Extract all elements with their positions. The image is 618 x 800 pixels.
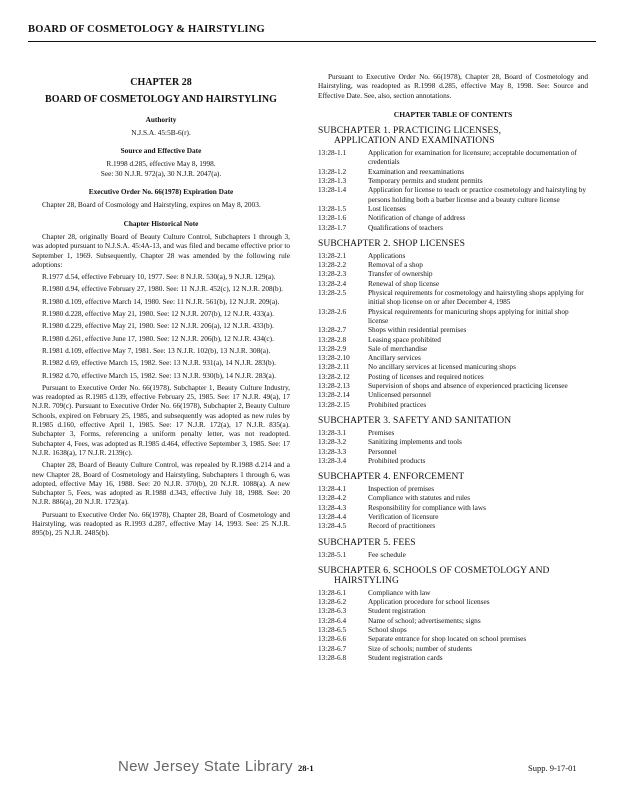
toc-entry [318, 344, 588, 353]
section-title: Inspection of premises [368, 484, 435, 494]
toc-entry [318, 176, 588, 185]
section-number: 13:28-1.5 [318, 203, 347, 213]
section-number: 13:28-2.2 [318, 260, 347, 270]
toc-entry [318, 167, 588, 176]
section-number: 13:28-2.6 [318, 306, 347, 316]
section-title: Renewal of shop license [368, 278, 440, 288]
section-number: 13:28-2.15 [318, 399, 350, 409]
toc-entry [318, 307, 588, 326]
section-title: Student registration [368, 606, 426, 616]
section-number: 13:28-3.3 [318, 446, 347, 456]
amendment-item: R.1980 d.109, effective March 14, 1980. See: 11 N.J.R. 561(b), 12 N.J.R. 209(a). [42, 296, 280, 306]
section-number: 13:28-2.13 [318, 381, 350, 391]
historical-note-intro: Chapter 28, originally Board of Beauty Culture Control, Subchapters 1 through 3, was adopted pursuant to N.J.S.A. 45:4A-13, and was filed and became effective prior to September 1, 1969. Subsequently, Chapter 28 was amended by the following rule adoptions: [32, 231, 290, 269]
toc-entry [318, 634, 588, 643]
section-number: 13:28-2.1 [318, 250, 347, 260]
section-number: 13:28-6.2 [318, 597, 347, 607]
left-column [32, 72, 290, 541]
historical-paragraph: Pursuant to Executive Order No. 66(1978), Chapter 28, Board of Cosmetology and Hairstyling, was readopted as R.1993 d.287, effective May 14, 1993. See: 25 N.J.R. 895(b), 25 N.J.R. 2485(b). [32, 509, 290, 538]
toc-entry [318, 269, 588, 278]
toc-entry [318, 512, 588, 521]
section-number: 13:28-4.2 [318, 493, 347, 503]
expiration-text: Chapter 28, Board of Cosmology and Hairstyling, expires on May 8, 2003. [42, 200, 261, 210]
section-title: Size of schools; number of students [368, 643, 472, 653]
section-title: Record of practitioners [368, 521, 436, 531]
table-of-contents [318, 126, 588, 662]
library-stamp: New Jersey State Library [118, 758, 293, 775]
toc-entry [318, 381, 588, 390]
toc-entry [318, 390, 588, 399]
section-title: Qualifications of teachers [368, 222, 443, 232]
page-number: 28-1 [298, 763, 314, 773]
section-title: Physical requirements for cosmetology and hairstyling shops applying for initial shop license on or after December 4, 1985 [368, 288, 584, 307]
toc-entry [318, 493, 588, 502]
toc-entry [318, 447, 588, 456]
section-title: Leasing space prohibited [368, 334, 441, 344]
toc-entry [318, 185, 588, 204]
section-number: 13:28-5.1 [318, 549, 347, 559]
readoption-note: Pursuant to Executive Order No. 66(1978), Chapter 28, Board of Cosmetology and Hairstyling, was readopted as R.1998 d.285, effective May 8, 1998. See: Source and Effective Date. See, also, section annotations. [318, 72, 588, 100]
toc-title: CHAPTER TABLE OF CONTENTS [393, 109, 513, 119]
section-title: Separate entrance for shop located on school premises [368, 634, 527, 644]
section-number: 13:28-1.2 [318, 166, 347, 176]
section-title: Prohibited products [368, 455, 426, 465]
toc-entry [318, 616, 588, 625]
section-title: Compliance with statutes and rules [368, 493, 471, 503]
toc-entry [318, 204, 588, 213]
section-number: 13:28-6.1 [318, 587, 347, 597]
amendment-item: R.1980 d.261, effective June 17, 1980. See: 12 N.J.R. 206(b), 12 N.J.R. 434(c). [42, 333, 274, 343]
section-number: 13:28-6.5 [318, 625, 347, 635]
subchapter-heading [318, 566, 588, 586]
toc-entry [318, 288, 588, 307]
section-number: 13:28-4.1 [318, 484, 347, 494]
header-rule [28, 41, 596, 42]
historical-paragraph: Chapter 28, Board of Beauty Culture Control, was repealed by R.1988 d.214 and a new Chapter 28, Board of Cosmetology and Hairstyling, Subchapters 1 through 6, was adopted, effective May 16, 1988. See: 20 N.J.R. 370(b), 20 N.J.R. 1088(a). A new Subchapter 5, Fees, was adopted as R.1988 d.343, effective July 18, 1988. See: 20 N.J.R. 886(a), 20 N.J.R. 1723(a). [32, 460, 290, 507]
toc-entry [318, 521, 588, 530]
amendment-item: R.1980 d.228, effective May 21, 1980. See: 12 N.J.R. 207(b), 12 N.J.R. 433(a). [42, 309, 274, 319]
amendment-item: R.1980 d.94, effective February 27, 1980. See: 11 N.J.R. 452(c), 12 N.J.R. 208(b). [42, 284, 283, 294]
subchapter-heading-line: SUBCHAPTER 3. SAFETY AND SANITATION [318, 415, 512, 426]
section-title: Responsibility for compliance with laws [368, 502, 486, 512]
section-title: Transfer of ownership [368, 269, 433, 279]
section-number: 13:28-6.3 [318, 606, 347, 616]
section-number: 13:28-6.8 [318, 652, 347, 662]
subchapter-heading-line: SUBCHAPTER 4. ENFORCEMENT [318, 472, 465, 483]
amendment-item: R.1982 d.69, effective March 15, 1982. See: 13 N.J.R. 931(a), 14 N.J.R. 283(b). [42, 358, 276, 368]
running-head: BOARD OF COSMETOLOGY & HAIRSTYLING [28, 24, 265, 35]
section-title: Posting of licenses and required notices [368, 371, 484, 381]
subchapter-heading-line: SUBCHAPTER 1. PRACTICING LICENSES, [318, 126, 502, 137]
section-title: Supervision of shops and absence of experienced practicing licensee [368, 381, 568, 391]
toc-entry [318, 550, 588, 559]
authority-heading: Authority [145, 114, 177, 124]
authority-text: N.J.S.A. 45:5B-6(r). [131, 127, 191, 137]
toc-entry [318, 653, 588, 662]
right-column [318, 72, 588, 662]
section-number: 13:28-2.9 [318, 343, 347, 353]
section-number: 13:28-6.7 [318, 643, 347, 653]
toc-entry [318, 372, 588, 381]
toc-entry [318, 588, 588, 597]
section-number: 13:28-4.4 [318, 511, 347, 521]
amendment-item: R.1977 d.54, effective February 10, 1977. See: 8 N.J.R. 530(a), 9 N.J.R. 129(a). [42, 272, 276, 282]
section-number: 13:28-2.11 [318, 362, 350, 372]
toc-entry [318, 644, 588, 653]
toc-entry [318, 503, 588, 512]
toc-entry [318, 279, 588, 288]
subchapter-heading [318, 239, 588, 249]
section-number: 13:28-2.4 [318, 278, 347, 288]
toc-entry [318, 484, 588, 493]
subchapter-heading-line: HAIRSTYLING [334, 575, 399, 586]
section-number: 13:28-1.6 [318, 213, 347, 223]
section-number: 13:28-2.5 [318, 288, 347, 298]
toc-entry [318, 625, 588, 634]
section-title: Compliance with law [368, 587, 431, 597]
toc-entry [318, 325, 588, 334]
amendment-item: R.1981 d.109, effective May 7, 1981. See: 13 N.J.R. 102(b), 13 N.J.R. 308(a). [42, 345, 271, 355]
amendment-item: R.1982 d.70, effective March 15, 1982. See: 13 N.J.R. 930(b), 14 N.J.R. 283(a). [42, 370, 276, 380]
section-title: Examination and reexaminations [368, 166, 465, 176]
section-title: Applications [368, 250, 406, 260]
section-title: Personnel [368, 446, 397, 456]
section-number: 13:28-6.6 [318, 634, 347, 644]
toc-entry [318, 148, 588, 167]
section-number: 13:28-2.12 [318, 371, 350, 381]
historical-paragraph: Pursuant to Executive Order No. 66(1978), Subchapter 1, Beauty Culture Industry, was readopted as R.1985 d.139, effective February 25, 1985. See: 17 N.J.R. 49(a), 17 N.J.R. 709(c). Pursuant to Executive Order No. 66(1978), Subchapter 2, Beauty Culture Schools, expired on February 25, 1985, and subsequently was adopted as new rules by R.1985 d.160, effective April 1, 1985. See: 17 N.J.R. 172(a), 17 N.J.R. 835(a). Subchapter 3, Forms, referencing a uniform penalty letter, was not readopted. Subchapter 4, Fees, was adopted as R.1985 d.464, effective September 3, 1985. See: 17 N.J.R. 1638(a), 17 N.J.R. 2139(c). [32, 382, 290, 457]
toc-entry [318, 362, 588, 371]
supplement-date: Supp. 9-17-01 [528, 763, 577, 773]
toc-entry [318, 456, 588, 465]
subchapter-heading-line: SUBCHAPTER 5. FEES [318, 537, 416, 548]
section-title: Notification of change of address [368, 213, 466, 223]
chapter-number: CHAPTER 28 [130, 77, 192, 88]
subchapter-heading-line: SUBCHAPTER 2. SHOP LICENSES [318, 238, 465, 249]
section-title: Name of school; advertisements; signs [368, 615, 481, 625]
section-title: Physical requirements for manicuring shops applying for initial shop license [368, 306, 569, 325]
subchapter-heading [318, 416, 588, 426]
toc-entry [318, 437, 588, 446]
section-number: 13:28-2.3 [318, 269, 347, 279]
toc-entry [318, 260, 588, 269]
subchapter-heading [318, 472, 588, 482]
section-title: Sanitizing implements and tools [368, 437, 462, 447]
section-title: Prohibited practices [368, 399, 427, 409]
section-number: 13:28-1.3 [318, 176, 347, 186]
section-title: Fee schedule [368, 549, 406, 559]
section-title: Sale of merchandise [368, 343, 428, 353]
section-title: Application for examination for licensure; acceptable documentation of credentials [368, 148, 577, 167]
section-number: 13:28-2.10 [318, 353, 350, 363]
toc-entry [318, 223, 588, 232]
section-number: 13:28-2.8 [318, 334, 347, 344]
section-title: Unlicensed personnel [368, 390, 432, 400]
section-title: Ancillary services [368, 353, 421, 363]
toc-entry [318, 353, 588, 362]
toc-entry [318, 335, 588, 344]
section-number: 13:28-1.4 [318, 185, 347, 195]
section-number: 13:28-2.14 [318, 390, 350, 400]
section-number: 13:28-4.5 [318, 521, 347, 531]
section-title: Verification of licensure [368, 511, 439, 521]
section-title: Temporary permits and student permits [368, 176, 483, 186]
subchapter-heading [318, 126, 588, 146]
expiration-heading: Executive Order No. 66(1978) Expiration Date [88, 187, 234, 197]
amendment-item: R.1980 d.229, effective May 21, 1980. See: 12 N.J.R. 206(a), 12 N.J.R. 433(b). [42, 321, 274, 331]
section-title: Application procedure for school licenses [368, 597, 490, 607]
section-number: 13:28-2.7 [318, 325, 347, 335]
section-title: No ancillary services at licensed manicuring shops [368, 362, 516, 372]
chapter-title: BOARD OF COSMETOLOGY AND HAIRSTYLING [45, 94, 277, 106]
section-title: Shops within residential premises [368, 325, 467, 335]
section-title: Application for license to teach or practice cosmetology and hairstyling by persons holding both a barber license and a beauty culture license [368, 185, 587, 204]
toc-entry [318, 251, 588, 260]
source-line: R.1998 d.285, effective May 8, 1998. [106, 159, 216, 169]
subchapter-heading-line: SUBCHAPTER 6. SCHOOLS OF COSMETOLOGY AND [318, 565, 550, 576]
subchapter-heading [318, 538, 588, 548]
section-title: Premises [368, 427, 395, 437]
section-number: 13:28-1.1 [318, 148, 347, 158]
subchapter-heading-line: APPLICATION AND EXAMINATIONS [334, 136, 495, 147]
toc-entry [318, 606, 588, 615]
section-number: 13:28-6.4 [318, 615, 347, 625]
section-title: Lost licenses [368, 203, 406, 213]
section-number: 13:28-4.3 [318, 502, 347, 512]
section-title: Removal of a shop [368, 260, 423, 270]
toc-entry [318, 428, 588, 437]
section-title: Student registration cards [368, 652, 443, 662]
toc-entry [318, 400, 588, 409]
section-number: 13:28-1.7 [318, 222, 347, 232]
section-number: 13:28-3.2 [318, 437, 347, 447]
section-number: 13:28-3.1 [318, 427, 347, 437]
amendment-list [32, 272, 290, 380]
toc-entry [318, 213, 588, 222]
historical-note-heading: Chapter Historical Note [123, 218, 199, 228]
source-heading: Source and Effective Date [120, 146, 202, 156]
toc-entry [318, 597, 588, 606]
section-number: 13:28-3.4 [318, 455, 347, 465]
section-title: School shops [368, 625, 407, 635]
source-line: See: 30 N.J.R. 972(a), 30 N.J.R. 2047(a). [100, 168, 222, 178]
